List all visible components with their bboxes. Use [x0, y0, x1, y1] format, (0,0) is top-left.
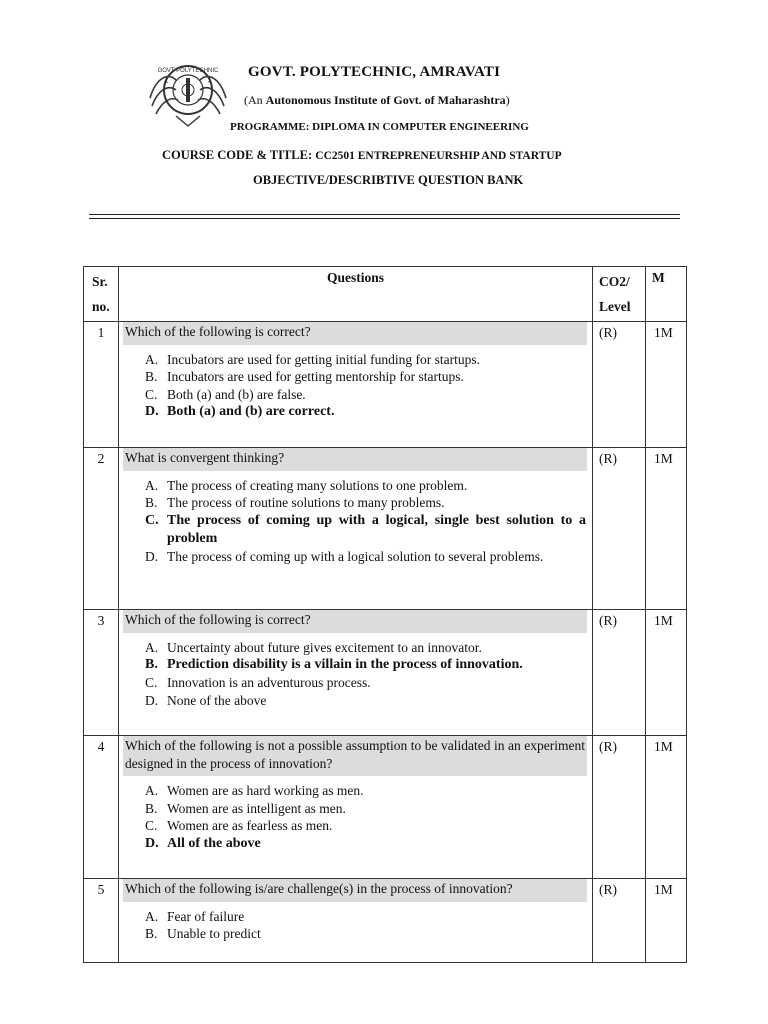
header-co-label: CO2/ [599, 274, 630, 289]
autonomous-suffix: ) [505, 93, 510, 107]
svg-text:GOVT POLYTECHNIC: GOVT POLYTECHNIC [157, 68, 219, 74]
header-marks: M [646, 267, 687, 322]
question-cell [119, 322, 593, 448]
table-row [84, 322, 687, 448]
option-item [145, 494, 586, 512]
autonomous-text: Autonomous Institute of Govt. of Maharashtra [265, 93, 506, 107]
serial-number: 5 [84, 879, 119, 963]
option-letter: A. [145, 908, 159, 924]
header-sr-no [84, 267, 119, 322]
question-cell [119, 879, 593, 963]
option-letter: A. [145, 351, 159, 367]
option-item [145, 639, 586, 657]
co-level-value: (R) [593, 736, 646, 879]
divider-line [89, 218, 680, 219]
option-text: Both (a) and (b) are false. [167, 386, 306, 402]
serial-number: 2 [84, 448, 119, 610]
table-row [84, 448, 687, 610]
marks-value: 1M [646, 879, 687, 963]
option-text: Women are as hard working as men. [167, 783, 364, 799]
option-item [145, 817, 586, 835]
option-letter: B. [145, 800, 158, 816]
option-text: The process of routine solutions to many problems. [167, 495, 445, 511]
marks-value: 1M [646, 322, 687, 448]
option-letter: C. [145, 818, 158, 834]
correct-option [145, 403, 586, 421]
question-text: What is convergent thinking? [123, 448, 587, 471]
autonomous-subtitle [244, 93, 510, 108]
option-text: Women are as fearless as men. [167, 818, 333, 834]
header-questions: Questions [119, 267, 593, 322]
marks-value: 1M [646, 736, 687, 879]
option-text: Unable to predict [167, 926, 261, 942]
header-sr-label: Sr. [92, 274, 108, 289]
serial-number: 1 [84, 322, 119, 448]
option-item [145, 386, 586, 404]
option-item [145, 692, 586, 710]
option-letter: D. [145, 692, 159, 708]
header-no-label: no. [92, 299, 110, 314]
option-text: Uncertainty about future gives excitement to an innovator. [167, 639, 482, 655]
table-header-row [84, 267, 687, 322]
option-text: Incubators are used for getting mentorship for startups. [167, 369, 464, 385]
option-letter: C. [145, 386, 158, 402]
institute-name: GOVT. POLYTECHNIC, AMRAVATI [248, 64, 501, 80]
table-row [84, 736, 687, 879]
option-text: None of the above [167, 692, 267, 708]
institute-logo [146, 58, 230, 130]
correct-option [145, 512, 586, 548]
correct-option [145, 656, 586, 674]
co-level-value: (R) [593, 448, 646, 610]
autonomous-prefix: (An [244, 93, 266, 107]
option-item [145, 548, 586, 566]
option-text: All of the above [167, 835, 261, 851]
option-list [145, 639, 586, 710]
option-list [145, 908, 586, 943]
header-co-level [593, 267, 646, 322]
option-item [145, 351, 586, 369]
option-item [145, 674, 586, 692]
course-line [162, 148, 562, 163]
option-item [145, 368, 586, 386]
programme-line: PROGRAMME: DIPLOMA IN COMPUTER ENGINEERING [230, 121, 529, 133]
option-text: The process of coming up with a logical solution to several problems. [167, 549, 544, 565]
option-list [145, 782, 586, 853]
option-letter: B. [145, 657, 158, 673]
option-letter: A. [145, 783, 159, 799]
option-text: The process of creating many solutions to one problem. [167, 477, 468, 493]
option-text: Fear of failure [167, 908, 245, 924]
question-text: Which of the following is correct? [123, 322, 587, 345]
option-item [145, 925, 586, 943]
question-cell [119, 448, 593, 610]
option-letter: D. [145, 835, 159, 851]
co-level-value: (R) [593, 610, 646, 736]
course-label: COURSE CODE & TITLE: [162, 148, 316, 162]
table-row [84, 879, 687, 963]
serial-number: 4 [84, 736, 119, 879]
option-text: Incubators are used for getting initial funding for startups. [167, 351, 481, 367]
option-item [145, 782, 586, 800]
option-letter: C. [145, 675, 158, 691]
table-row [84, 610, 687, 736]
option-text: Women are as intelligent as men. [167, 800, 346, 816]
question-text: Which of the following is not a possible assumption to be validated in an experiment designed in the process of innovation? [123, 736, 587, 776]
option-letter: B. [145, 495, 158, 511]
co-level-value: (R) [593, 322, 646, 448]
question-text: Which of the following is/are challenge(s) in the process of innovation? [123, 879, 587, 902]
option-letter: B. [145, 926, 158, 942]
question-table [83, 266, 687, 963]
option-item [145, 477, 586, 495]
option-text: Innovation is an adventurous process. [167, 675, 371, 691]
question-bank-title: OBJECTIVE/DESCRIBTIVE QUESTION BANK [253, 173, 524, 187]
question-text: Which of the following is correct? [123, 610, 587, 633]
header-level-label: Level [599, 299, 631, 314]
option-text: Both (a) and (b) are correct. [167, 404, 335, 420]
option-text: Prediction disability is a villain in the process of innovation. [167, 657, 523, 673]
option-item [145, 908, 586, 926]
option-letter: B. [145, 369, 158, 385]
option-letter: C. [145, 512, 159, 528]
marks-value: 1M [646, 448, 687, 610]
question-cell [119, 610, 593, 736]
serial-number: 3 [84, 610, 119, 736]
option-text: The process of coming up with a logical, single best solution to a problem [167, 512, 586, 546]
option-letter: D. [145, 549, 159, 565]
option-item [145, 800, 586, 818]
correct-option [145, 835, 586, 853]
divider-line [89, 214, 680, 215]
option-letter: D. [145, 404, 159, 420]
co-level-value: (R) [593, 879, 646, 963]
question-cell [119, 736, 593, 879]
option-letter: A. [145, 639, 159, 655]
option-list [145, 351, 586, 422]
marks-value: 1M [646, 610, 687, 736]
option-letter: A. [145, 477, 159, 493]
option-list [145, 477, 586, 566]
course-title: CC2501 ENTREPRENEURSHIP AND STARTUP [315, 150, 562, 162]
